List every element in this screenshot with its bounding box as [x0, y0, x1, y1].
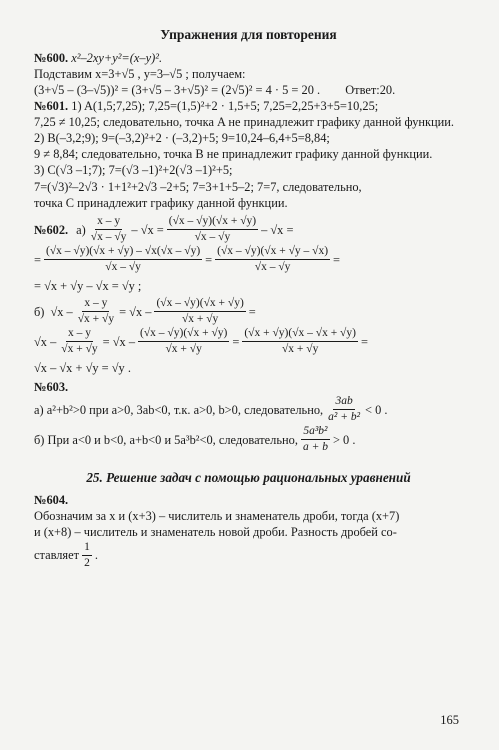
problem-number: №601. — [34, 98, 69, 113]
problem-number: №602. — [34, 222, 69, 237]
solution-line: 2) B(–3,2;9); 9=(–3,2)²+2 · (–3,2)+5; 9=10,24–6,4+5=8,84; — [34, 131, 330, 146]
solution-line: б) При a<0 и b<0, a+b<0 и 5a³b²<0, следовательно, — [34, 432, 298, 447]
solution-line: √x – √x + √y = √y . — [34, 360, 131, 375]
page-number: 165 — [440, 712, 459, 727]
fraction: $\frac{(√x - √y)(√x + √y)}{√x + √y}$ — [140, 327, 228, 356]
problem-604: №604. Обозначим за x и (x+3) – числитель и знаменатель дроби, тогда (x+7) и (x+8) – числитель и знаменатель новой дроби. Разность дробей со- ставляет $\frac{1}{2}$ . — [34, 492, 463, 570]
page-title: Упражнения для повторения — [160, 27, 337, 42]
fraction: $\frac{x - y}{√x + √y}$ — [61, 327, 98, 356]
problem-statement: x²–2xy+y²=(x–y)². — [71, 50, 163, 65]
solution-line: точка C принадлежит графику данной функции. — [34, 195, 288, 210]
fraction: $\frac{(√x - √y)(√x + √y - √x)}{√x - √y}$ — [217, 245, 329, 274]
answer-text: Ответ:20. — [345, 82, 396, 97]
part-label: а) — [76, 222, 86, 237]
fraction: $\frac{(√x - √y)(√x + √y)}{√x - √y}$ — [168, 215, 257, 244]
problem-602: №602. а) $\frac{x - y}{√x - √y}$ – √x = $\frac{(√x - √y)(√x + √y)}{√x - √y}$ – √x = = $\frac{(√x - √y)(√x + √y) - √x(√x - √y)}{√x - √y}$ = $\frac{(√x - √y)(√x + √y - √x)}{√x - √y}$ = = √x + √y – √x = √y ; б) √x – $\frac{x - y}{√x + √y}$ = √x – $\frac{(√x - √y)(√x + √y)}{√x + √y}$ = √x – $\frac{x - y}{√x + √y}$ = √x – $\frac{(√x - √y)(√x + √y)}{√x + √y}$ = $\frac{(√x + √y)(√x - √x + √y)}{√x + √y}$ = √x – √x + √y = √y . — [34, 215, 368, 375]
solution-line: 7,25 ≠ 10,25; следовательно, точка A не принадлежит графику данной функции. — [34, 115, 455, 130]
fraction: $\frac{\text{5a³b²}}{a + b}$ — [302, 425, 328, 454]
problem-603: №603. а) a²+b²>0 при a>0, 3ab<0, т.к. a>0, b>0, следовательно, $\frac{3ab}{\text{a² + b²}}$ < 0 . б) При a<0 и b<0, a+b<0 и 5a³b²<0, следовательно, $\frac{\text{5a³b²}}{a + b}$ > 0 . — [34, 379, 463, 455]
part-label: б) — [34, 304, 45, 319]
solution-line: (3+√5 – (3–√5))² = (3+√5 – 3+√5)² = (2√5)² = 4 · 5 = 20 . — [34, 82, 321, 97]
solution-line: = √x + √y – √x = √y ; — [34, 278, 142, 293]
solution-line: 1) A(1,5;7,25); 7,25=(1,5)²+2 · 1,5+5; 7,25=2,25+3+5=10,25; — [71, 98, 379, 113]
fraction: $\frac{(√x + √y)(√x - √x + √y)}{√x + √y}$ — [244, 327, 356, 356]
problem-number: №604. — [34, 493, 69, 508]
problem-number: №600. — [34, 50, 69, 65]
solution-line: 9 ≠ 8,84; следовательно, точка B не принадлежит графику данной функции. — [34, 147, 433, 162]
fraction: $\frac{x - y}{√x - √y}$ — [90, 215, 127, 244]
solution-line: 3) C(√3 –1;7); 7=(√3 –1)²+2(√3 –1)²+5; — [34, 163, 233, 178]
solution-line: ставляет — [34, 548, 80, 563]
problem-number: №603. — [34, 379, 69, 394]
problem-600 — [34, 50, 463, 98]
fraction: $\frac{x - y}{√x + √y}$ — [77, 297, 115, 326]
solution-line: а) a²+b²>0 при a>0, 3ab<0, т.к. a>0, b>0, следовательно, — [34, 402, 324, 417]
fraction: $\frac{3ab}{\text{a² + b²}}$ — [328, 395, 361, 424]
section-title: 25. Решение задач с помощью рациональных уравнений — [86, 469, 411, 485]
fraction: $\frac{1}{2}$ — [84, 540, 90, 569]
problem-601 — [34, 98, 463, 211]
solution-line: и (x+8) – числитель и знаменатель новой дроби. Разность дробей со- — [34, 525, 397, 540]
fraction: $\frac{(√x - √y)(√x + √y)}{√x + √y}$ — [156, 297, 244, 326]
solution-line: Обозначим за x и (x+3) – числитель и знаменатель дроби, тогда (x+7) — [34, 509, 400, 524]
solution-line: 7=(√3)²–2√3 · 1+1²+2√3 –2+5; 7=3+1+5–2; 7=7, следовательно, — [34, 179, 362, 194]
fraction: $\frac{(√x - √y)(√x + √y) - √x(√x - √y)}{√x - √y}$ — [46, 245, 201, 274]
solution-line: Подставим x=3+√5 , y=3–√5 ; получаем: — [34, 66, 246, 81]
